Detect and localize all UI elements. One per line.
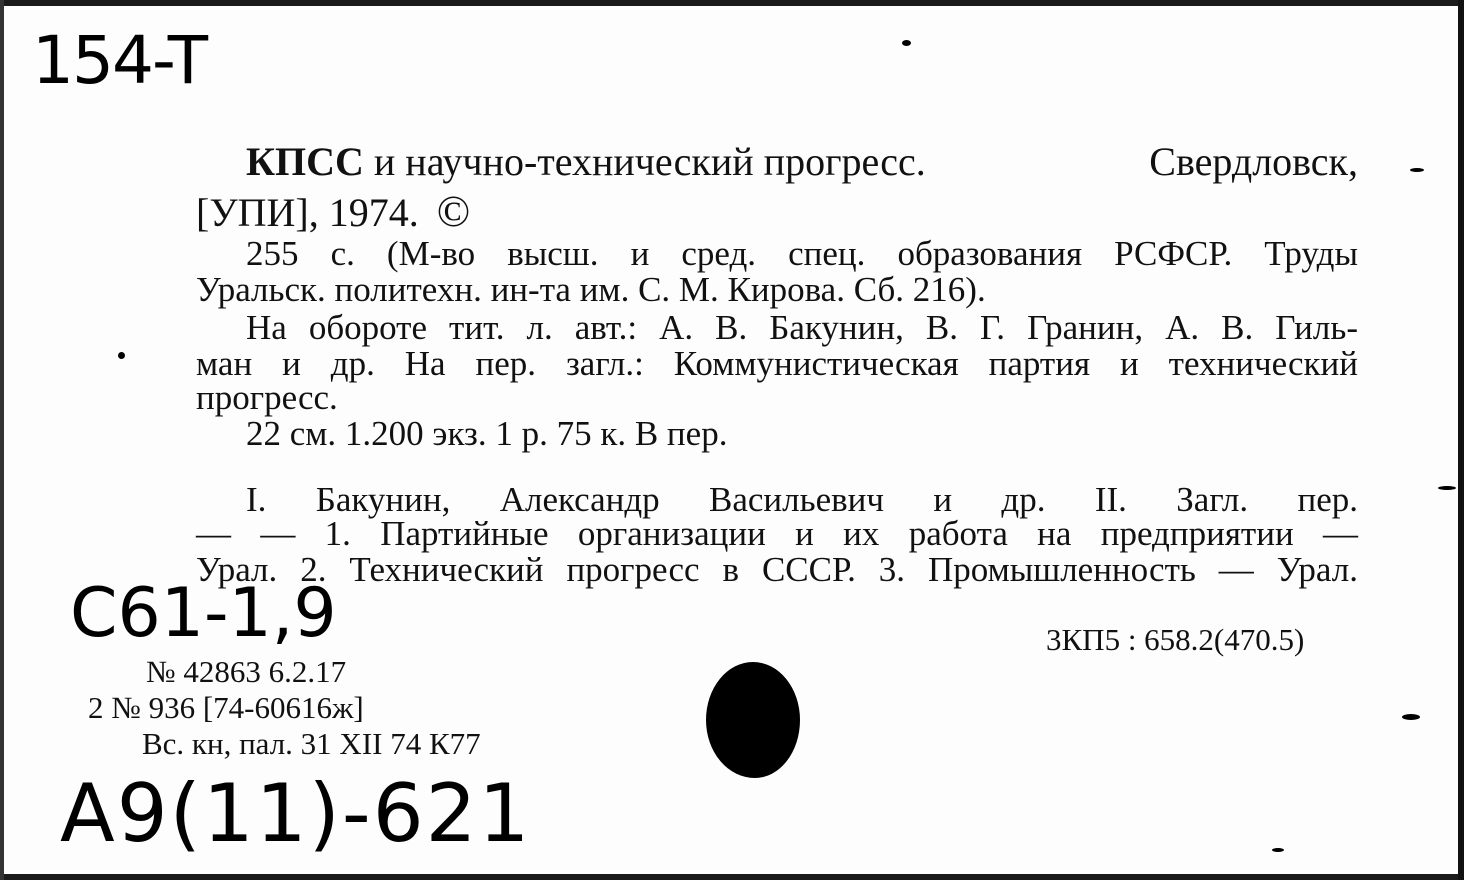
- tracings-line-3: Урал. 2. Технический прогресс в СССР. 3. Промышленность — Урал.: [196, 550, 1358, 589]
- tracings-line-1: I. Бакунин, Александр Васильевич и др. II. Загл. пер.: [246, 480, 1358, 519]
- heading-place: Свердловск,: [1149, 139, 1358, 184]
- heading-line: [246, 139, 1358, 184]
- copyright-symbol: ©: [436, 187, 471, 236]
- format-line: 22 см. 1.200 экз. 1 р. 75 к. В пер.: [246, 414, 728, 453]
- card-top-edge: [0, 0, 1464, 6]
- record-line-1: № 42863 6.2.17: [146, 654, 347, 689]
- handwritten-bottom-mark: A9(11)-621: [60, 767, 532, 860]
- scan-speck: [1410, 168, 1424, 172]
- scan-speck: [1438, 486, 1456, 490]
- heading-publisher-line: [196, 187, 471, 236]
- heading-author: КПСС: [246, 139, 364, 184]
- card-left-edge: [0, 0, 4, 880]
- notes-line-3: прогресс.: [196, 378, 338, 417]
- card-bottom-edge: [0, 874, 1464, 880]
- collation-line-1: 255 с. (М-во высш. и сред. спец. образования РСФСР. Труды: [246, 234, 1358, 273]
- classification-index: 3КП5 : 658.2(470.5): [1046, 622, 1305, 657]
- scan-speck: [1272, 848, 1284, 852]
- tracings-line-2: — — 1. Партийные организации и их работа на предприятии —: [196, 514, 1358, 553]
- record-line-2: 2 № 936 [74-60616ж]: [88, 690, 364, 725]
- scan-speck: [118, 352, 125, 359]
- handwritten-top-mark: 154-T: [32, 22, 207, 99]
- card-right-edge: [1458, 0, 1464, 880]
- collation-line-2: Уральск. политехн. ин-та им. С. М. Кирова. Сб. 216).: [196, 270, 986, 309]
- heading-title: и научно-технический прогресс.: [373, 139, 926, 184]
- heading-publisher-year: [УПИ], 1974.: [196, 190, 419, 235]
- handwritten-shelf-mark: C61-1,9: [70, 574, 337, 653]
- notes-line-1: На обороте тит. л. авт.: А. В. Бакунин, В. Г. Гранин, А. В. Гиль-: [246, 308, 1358, 347]
- punch-hole: [706, 662, 800, 778]
- scan-speck: [902, 40, 911, 46]
- record-line-3: Вс. кн, пал. 31 XII 74 К77: [142, 726, 481, 761]
- notes-line-2: ман и др. На пер. загл.: Коммунистическая партия и технический: [196, 344, 1358, 383]
- scan-speck: [1402, 714, 1420, 720]
